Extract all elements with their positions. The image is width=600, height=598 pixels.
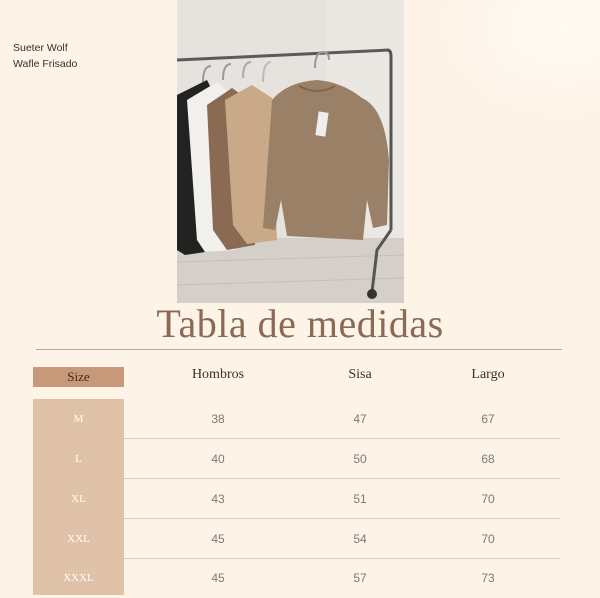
hombros-cell: 38 bbox=[211, 412, 225, 426]
size-cell: M bbox=[73, 413, 84, 425]
size-cell: XL bbox=[71, 493, 86, 505]
largo-column-header: Largo bbox=[471, 367, 505, 382]
sisa-cell: 51 bbox=[353, 492, 367, 506]
title-divider bbox=[36, 349, 562, 350]
size-cell: XXXL bbox=[63, 572, 94, 584]
table-row bbox=[33, 439, 560, 479]
hombros-column-header: Hombros bbox=[191, 367, 245, 382]
size-cell: L bbox=[75, 453, 82, 465]
sisa-cell: 57 bbox=[353, 571, 367, 585]
sisa-column-header: Sisa bbox=[348, 367, 372, 382]
table-row bbox=[33, 558, 560, 598]
size-column-header: Size bbox=[33, 367, 124, 387]
background-glow bbox=[410, 0, 600, 140]
sisa-cell: 54 bbox=[353, 532, 367, 546]
page-title: Tabla de medidas bbox=[156, 301, 444, 346]
table-row bbox=[33, 479, 560, 519]
largo-cell: 70 bbox=[481, 532, 495, 546]
sisa-cell: 50 bbox=[353, 452, 367, 466]
largo-cell: 67 bbox=[481, 412, 495, 426]
size-cell: XXL bbox=[67, 533, 90, 545]
largo-cell: 70 bbox=[481, 492, 495, 506]
table-row bbox=[33, 519, 560, 559]
largo-cell: 68 bbox=[481, 452, 495, 466]
table-row bbox=[33, 399, 560, 439]
product-name-line1: Sueter Wolf bbox=[13, 42, 68, 54]
sisa-cell: 47 bbox=[353, 412, 367, 426]
hombros-cell: 43 bbox=[211, 492, 225, 506]
hombros-cell: 40 bbox=[211, 452, 225, 466]
hombros-cell: 45 bbox=[211, 571, 225, 585]
product-name-line2: Wafle Frisado bbox=[13, 58, 78, 70]
hombros-cell: 45 bbox=[211, 532, 225, 546]
product-photo bbox=[177, 0, 404, 303]
product-name bbox=[13, 40, 77, 72]
largo-cell: 73 bbox=[481, 571, 495, 585]
sweaters-on-rack-photo bbox=[177, 0, 404, 303]
